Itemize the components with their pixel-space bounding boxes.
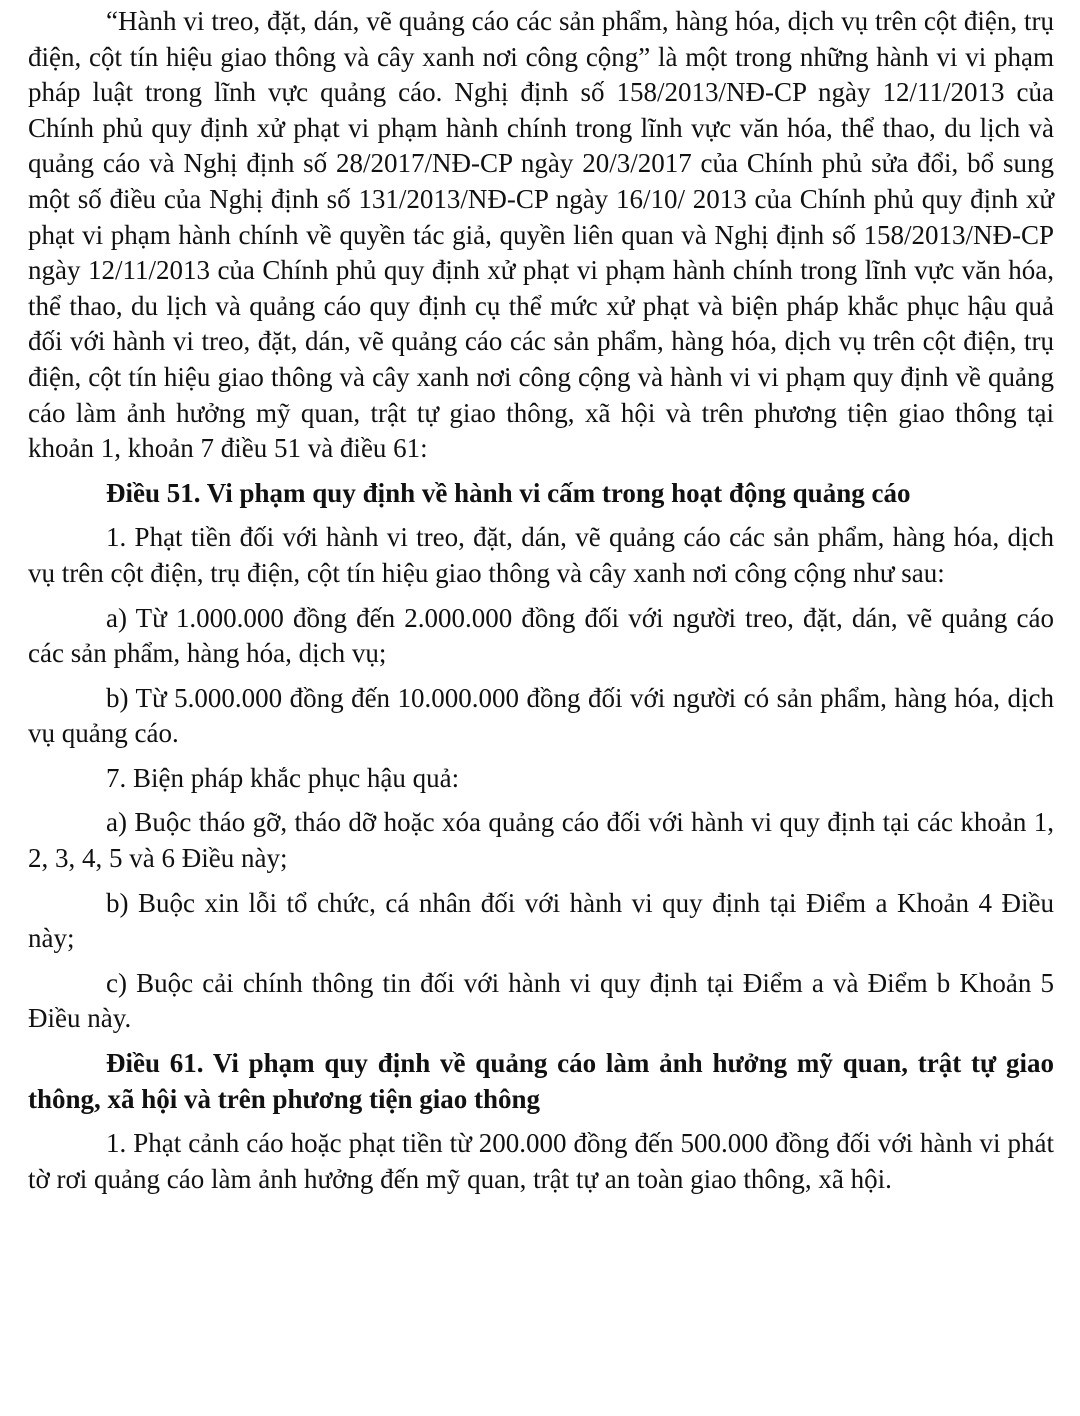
intro-paragraph: “Hành vi treo, đặt, dán, vẽ quảng cáo các sản phẩm, hàng hóa, dịch vụ trên cột điện, trụ điện, cột tín hiệu giao thông và cây xanh nơi công cộng” là một trong những hành vi vi phạm pháp luật trong lĩnh vực quảng cáo. Nghị định số 158/2013/NĐ-CP ngày 12/11/2013 của Chính phủ quy định xử phạt vi phạm hành chính trong lĩnh vực văn hóa, thể thao, du lịch và quảng cáo và Nghị định số 28/2017/NĐ-CP ngày 20/3/2017 của Chính phủ sửa đổi, bổ sung một số điều của Nghị định số 131/2013/NĐ-CP ngày 16/10/ 2013 của Chính phủ quy định xử phạt vi phạm hành chính về quyền tác giả, quyền liên quan và Nghị định số 158/2013/NĐ-CP ngày 12/11/2013 của Chính phủ quy định xử phạt vi phạm hành chính trong lĩnh vực văn hóa, thể thao, du lịch và quảng cáo quy định cụ thể mức xử phạt và biện pháp khắc phục hậu quả đối với hành vi treo, đặt, dán, vẽ quảng cáo các sản phẩm, hàng hóa, dịch vụ trên cột điện, trụ điện, cột tín hiệu giao thông và cây xanh nơi công cộng và hành vi vi phạm quy định về quảng cáo làm ảnh hưởng mỹ quan, trật tự giao thông, xã hội và trên phương tiện giao thông tại khoản 1, khoản 7 điều 51 và điều 61: [28,6,1054,464]
article-61-heading: Điều 61. Vi phạm quy định về quảng cáo làm ảnh hưởng mỹ quan, trật tự giao thông, xã hội và trên phương tiện giao thông [28,1048,1054,1114]
article-51-clause-1-point-b: b) Từ 5.000.000 đồng đến 10.000.000 đồng đối với người có sản phẩm, hàng hóa, dịch vụ quảng cáo. [28,682,1054,749]
document-page [28,4,1054,1197]
article-51-clause-7-point-a: a) Buộc tháo gỡ, tháo dỡ hoặc xóa quảng cáo đối với hành vi quy định tại các khoản 1, 2, 3, 4, 5 và 6 Điều này; [28,807,1054,874]
article-51-clause-1: 1. Phạt tiền đối với hành vi treo, đặt, dán, vẽ quảng cáo các sản phẩm, hàng hóa, dịch vụ trên cột điện, trụ điện, cột tín hiệu giao thông và cây xanh nơi công cộng như sau: [28,522,1054,588]
article-51-clause-7: 7. Biện pháp khắc phục hậu quả: [106,762,460,793]
article-51-heading: Điều 51. Vi phạm quy định về hành vi cấm trong hoạt động quảng cáo [106,477,911,508]
article-51-clause-7-point-b: b) Buộc xin lỗi tổ chức, cá nhân đối với hành vi quy định tại Điểm a Khoản 4 Điều này; [28,887,1054,954]
article-51-clause-7-point-c: c) Buộc cải chính thông tin đối với hành vi quy định tại Điểm a và Điểm b Khoản 5 Điều này. [28,967,1054,1034]
article-51-clause-1-point-a: a) Từ 1.000.000 đồng đến 2.000.000 đồng đối với người treo, đặt, dán, vẽ quảng cáo các sản phẩm, hàng hóa, dịch vụ; [28,602,1054,669]
article-61-clause-1: 1. Phạt cảnh cáo hoặc phạt tiền từ 200.000 đồng đến 500.000 đồng đối với hành vi phát tờ rơi quảng cáo làm ảnh hưởng đến mỹ quan, trật tự an toàn giao thông, xã hội. [28,1128,1054,1194]
